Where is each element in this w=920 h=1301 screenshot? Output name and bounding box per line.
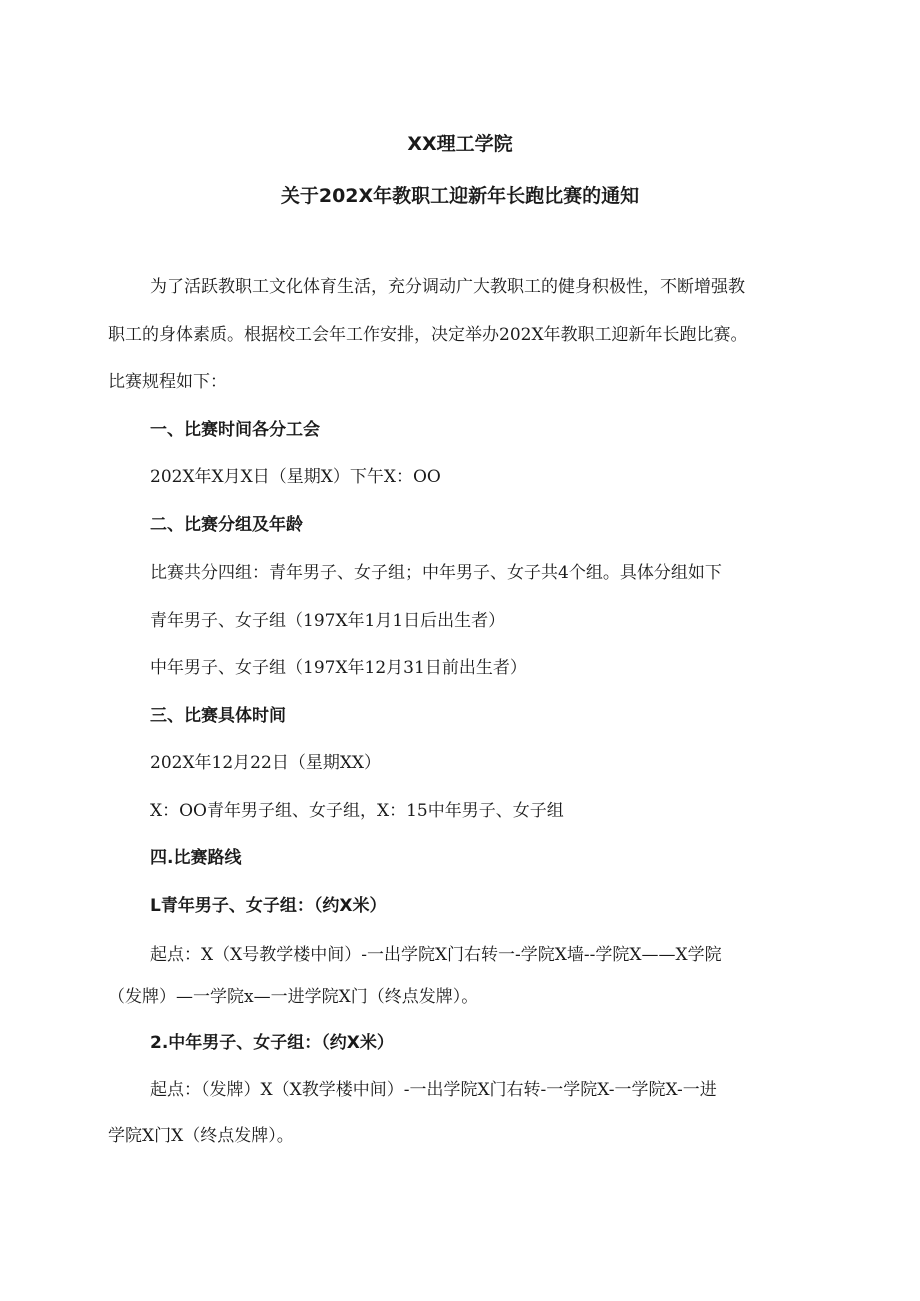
section-heading: 一、比赛时间各分工会 (150, 420, 320, 440)
section-heading: 三、比赛具体时间 (150, 706, 286, 726)
section-heading: 二、比赛分组及年龄 (150, 515, 303, 535)
notice-title: 关于202X年教职工迎新年长跑比赛的通知 (280, 185, 640, 207)
intro-paragraph-line: 职工的身体素质。根据校工会年工作安排，决定举办202X年教职工迎新年长跑比赛。 (108, 325, 748, 345)
section-text: 青年男子、女子组（197X年1月1日后出生者） (150, 611, 506, 631)
route-text-line: 起点：（发牌）X（X教学楼中间）-一出学院X门右转-一学院X-一学院X-一进 (150, 1080, 717, 1100)
section-text: 202X年X月X日（星期X）下午X：OO (150, 467, 441, 487)
section-text: X：OO青年男子组、女子组，X：15中年男子、女子组 (150, 801, 564, 821)
org-title: XX理工学院 (407, 133, 513, 155)
route-text-line: 学院X门X（终点发牌）。 (108, 1126, 294, 1146)
section-heading: 四.比赛路线 (150, 848, 242, 868)
route-heading: L青年男子、女子组：（约X米） (150, 896, 387, 916)
section-text: 中年男子、女子组（197X年12月31日前出生者） (150, 658, 527, 678)
intro-paragraph-line: 为了活跃教职工文化体育生活，充分调动广大教职工的健身积极性，不断增强教 (150, 277, 745, 297)
route-text-line: （发牌）—一学院x—一进学院X门（终点发牌）。 (108, 987, 479, 1007)
route-text-line: 起点：X（X号教学楼中间）-一出学院X门右转一-学院X墙--学院X——X学院 (150, 945, 722, 965)
intro-paragraph-line: 比赛规程如下： (108, 372, 227, 392)
route-heading: 2.中年男子、女子组：（约X米） (150, 1033, 394, 1053)
section-text: 比赛共分四组：青年男子、女子组；中年男子、女子共4个组。具体分组如下 (150, 563, 722, 583)
section-text: 202X年12月22日（星期XX） (150, 753, 382, 773)
